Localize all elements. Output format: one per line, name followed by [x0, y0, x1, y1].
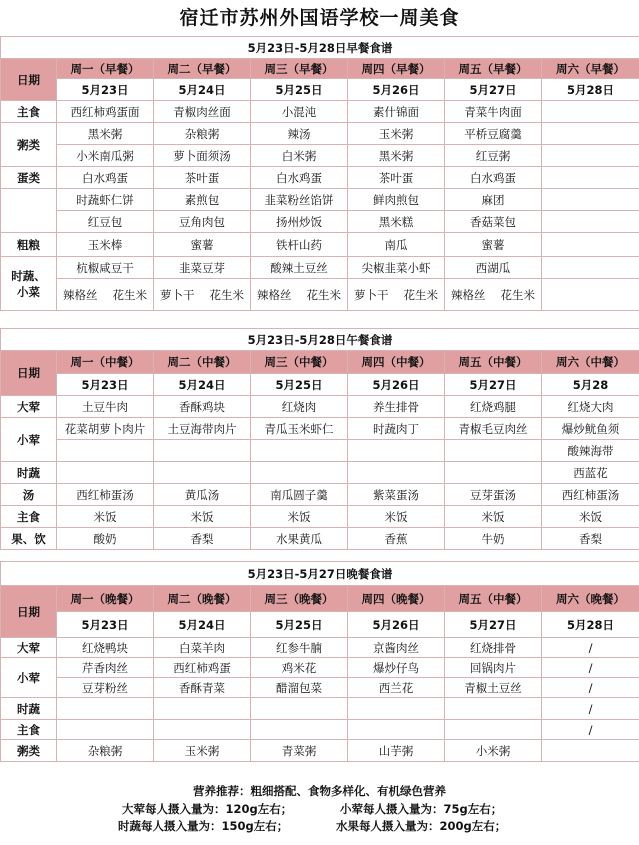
breakfast-day-header: 周二（早餐） — [154, 59, 251, 79]
lunch-cell — [57, 462, 154, 484]
lunch-date: 5月23日 — [57, 374, 154, 396]
breakfast-cell: 茶叶蛋 — [348, 167, 445, 189]
breakfast-cell — [154, 279, 251, 311]
lunch-row — [1, 440, 639, 462]
dinner-cell — [445, 720, 542, 740]
dinner-cell — [251, 720, 348, 740]
dinner-cell: 红烧鸭块 — [57, 638, 154, 658]
dinner-row-label: 主食 — [1, 720, 57, 740]
breakfast-cell: 白水鸡蛋 — [57, 167, 154, 189]
lunch-cell: 青椒毛豆肉丝 — [445, 418, 542, 440]
dinner-date: 5月23日 — [57, 612, 154, 638]
breakfast-cell — [542, 167, 639, 189]
breakfast-rows — [1, 101, 639, 311]
lunch-cell: 香酥鸡块 — [154, 396, 251, 418]
breakfast-day-header: 周三（早餐） — [251, 59, 348, 79]
breakfast-date: 5月27日 — [445, 79, 542, 101]
lunch-day-header: 周一（中餐） — [57, 351, 154, 374]
dinner-row — [1, 720, 639, 740]
lunch-row-label: 果、饮 — [1, 528, 57, 550]
breakfast-cell: 小米南瓜粥 — [57, 145, 154, 167]
lunch-row — [1, 484, 639, 506]
breakfast-table — [0, 36, 639, 311]
breakfast-cell-item: 花生米 — [209, 287, 244, 302]
dinner-cell: / — [542, 638, 639, 658]
dinner-cell — [348, 698, 445, 720]
dinner-cell — [445, 698, 542, 720]
breakfast-cell-pair — [57, 287, 153, 303]
dinner-day-header: 周五（中餐） — [445, 586, 542, 612]
breakfast-cell: 白水鸡蛋 — [251, 167, 348, 189]
breakfast-date-label: 日期 — [1, 59, 57, 101]
dinner-cell: 回锅肉片 — [445, 658, 542, 678]
dinner-table — [0, 561, 639, 762]
dinner-row — [1, 678, 639, 698]
breakfast-cell: 豆角肉包 — [154, 211, 251, 233]
lunch-cell: 青瓜玉米虾仁 — [251, 418, 348, 440]
lunch-cell — [348, 462, 445, 484]
vegetable-intake: 时蔬每人摄入量为：150g左右； — [118, 819, 289, 833]
breakfast-cell: 黑米粥 — [57, 123, 154, 145]
breakfast-cell: 白米粥 — [251, 145, 348, 167]
dinner-cell: / — [542, 658, 639, 678]
lunch-cell: 香梨 — [542, 528, 639, 550]
breakfast-cell-item: 花生米 — [403, 287, 438, 302]
lunch-cell: 米饭 — [251, 506, 348, 528]
dinner-date: 5月26日 — [348, 612, 445, 638]
breakfast-date: 5月26日 — [348, 79, 445, 101]
lunch-cell: 西红柿蛋汤 — [542, 484, 639, 506]
breakfast-row-label: 蛋类 — [1, 167, 57, 189]
breakfast-day-header: 周一（早餐） — [57, 59, 154, 79]
lunch-row — [1, 528, 639, 550]
breakfast-cell — [542, 257, 639, 279]
breakfast-cell — [542, 123, 639, 145]
lunch-day-header: 周四（中餐） — [348, 351, 445, 374]
lunch-cell: 酸辣海带 — [542, 440, 639, 462]
breakfast-cell — [251, 279, 348, 311]
dinner-cell — [154, 698, 251, 720]
dinner-cell: 红参牛腩 — [251, 638, 348, 658]
lunch-row — [1, 396, 639, 418]
dinner-date: 5月25日 — [251, 612, 348, 638]
lunch-date: 5月28 — [542, 374, 639, 396]
lunch-cell: 红烧大肉 — [542, 396, 639, 418]
breakfast-cell — [542, 189, 639, 211]
breakfast-cell: 黑米糕 — [348, 211, 445, 233]
dinner-row-label: 小荤 — [1, 658, 57, 698]
breakfast-cell: 红豆粥 — [445, 145, 542, 167]
lunch-row-label: 时蔬 — [1, 462, 57, 484]
breakfast-cell: 铁杆山药 — [251, 233, 348, 257]
lunch-row — [1, 506, 639, 528]
lunch-cell: 香梨 — [154, 528, 251, 550]
breakfast-cell: 玉米棒 — [57, 233, 154, 257]
dinner-cell: 京酱肉丝 — [348, 638, 445, 658]
big-meat-intake: 大荤每人摄入量为：120g左右； — [122, 802, 293, 816]
breakfast-row — [1, 233, 639, 257]
breakfast-cell: 扬州炒饭 — [251, 211, 348, 233]
dinner-day-header: 周三（晚餐） — [251, 586, 348, 612]
breakfast-row — [1, 123, 639, 145]
breakfast-day-header: 周六（早餐） — [542, 59, 639, 79]
breakfast-cell-item: 萝卜干 — [160, 287, 195, 302]
lunch-cell — [154, 462, 251, 484]
lunch-date: 5月24日 — [154, 374, 251, 396]
dinner-cell: 山芋粥 — [348, 740, 445, 762]
lunch-cell — [251, 462, 348, 484]
breakfast-date: 5月23日 — [57, 79, 154, 101]
dinner-day-header: 周四（晚餐） — [348, 586, 445, 612]
dinner-date: 5月27日 — [445, 612, 542, 638]
lunch-day-header: 周二（中餐） — [154, 351, 251, 374]
breakfast-row-label — [1, 189, 57, 233]
lunch-rows — [1, 396, 639, 550]
breakfast-cell: 西湖瓜 — [445, 257, 542, 279]
lunch-cell: 爆炒鱿鱼须 — [542, 418, 639, 440]
breakfast-cell: 小混沌 — [251, 101, 348, 123]
dinner-cell: / — [542, 678, 639, 698]
breakfast-cell — [57, 279, 154, 311]
dinner-cell: 鸡米花 — [251, 658, 348, 678]
breakfast-cell-pair — [154, 287, 250, 303]
lunch-cell — [57, 440, 154, 462]
lunch-cell: 米饭 — [445, 506, 542, 528]
breakfast-row — [1, 189, 639, 211]
breakfast-cell: 韭菜豆芽 — [154, 257, 251, 279]
breakfast-row — [1, 145, 639, 167]
lunch-date: 5月27日 — [445, 374, 542, 396]
lunch-section-title: 5月23日-5月28日午餐食谱 — [1, 329, 639, 351]
lunch-cell: 土豆牛肉 — [57, 396, 154, 418]
breakfast-cell: 蜜薯 — [154, 233, 251, 257]
breakfast-cell: 红豆包 — [57, 211, 154, 233]
dinner-cell: 芹香肉丝 — [57, 658, 154, 678]
dinner-cell — [154, 720, 251, 740]
lunch-cell: 红烧肉 — [251, 396, 348, 418]
lunch-table — [0, 328, 639, 550]
breakfast-cell-item: 花生米 — [500, 287, 535, 302]
breakfast-cell-item: 辣格丝 — [257, 287, 292, 302]
lunch-date-label: 日期 — [1, 351, 57, 396]
dinner-cell: 豆芽粉丝 — [57, 678, 154, 698]
breakfast-cell: 麻团 — [445, 189, 542, 211]
dinner-cell: 西红柿鸡蛋 — [154, 658, 251, 678]
breakfast-cell — [445, 279, 542, 311]
nutrition-recommendation: 营养推荐：粗细搭配、食物多样化、有机绿色营养 — [193, 784, 446, 798]
breakfast-row — [1, 279, 639, 311]
lunch-row — [1, 418, 639, 440]
breakfast-cell: 西红柿鸡蛋面 — [57, 101, 154, 123]
dinner-cell — [57, 720, 154, 740]
lunch-day-header: 周三（中餐） — [251, 351, 348, 374]
dinner-cell — [348, 720, 445, 740]
lunch-row-label: 小荤 — [1, 418, 57, 462]
breakfast-cell-pair — [251, 287, 347, 303]
small-meat-intake: 小荤每人摄入量为：75g左右； — [340, 802, 503, 816]
lunch-cell: 水果黄瓜 — [251, 528, 348, 550]
breakfast-row — [1, 257, 639, 279]
lunch-cell: 香蕉 — [348, 528, 445, 550]
breakfast-cell-item: 辣格丝 — [451, 287, 486, 302]
lunch-date: 5月26日 — [348, 374, 445, 396]
breakfast-cell: 南瓜 — [348, 233, 445, 257]
breakfast-cell: 香菇菜包 — [445, 211, 542, 233]
breakfast-cell: 辣汤 — [251, 123, 348, 145]
dinner-day-header: 周二（晚餐） — [154, 586, 251, 612]
breakfast-cell: 蜜薯 — [445, 233, 542, 257]
dinner-cell: 醋溜包菜 — [251, 678, 348, 698]
lunch-cell: 南瓜圆子羹 — [251, 484, 348, 506]
breakfast-cell — [542, 145, 639, 167]
breakfast-day-header: 周五（早餐） — [445, 59, 542, 79]
lunch-cell — [445, 440, 542, 462]
lunch-cell: 米饭 — [542, 506, 639, 528]
lunch-cell: 米饭 — [154, 506, 251, 528]
breakfast-cell: 素什锦面 — [348, 101, 445, 123]
dinner-cell: 青菜粥 — [251, 740, 348, 762]
breakfast-row-label — [1, 257, 57, 311]
dinner-row — [1, 698, 639, 720]
dinner-cell: / — [542, 720, 639, 740]
lunch-row-label: 主食 — [1, 506, 57, 528]
breakfast-cell: 素煎包 — [154, 189, 251, 211]
breakfast-cell-pair — [348, 287, 444, 303]
breakfast-cell: 白水鸡蛋 — [445, 167, 542, 189]
breakfast-cell: 杭椒咸豆干 — [57, 257, 154, 279]
breakfast-cell: 尖椒韭菜小虾 — [348, 257, 445, 279]
dinner-row — [1, 740, 639, 762]
dinner-day-header: 周六（晚餐） — [542, 586, 639, 612]
breakfast-row — [1, 167, 639, 189]
dinner-section-title: 5月23日-5月27日晚餐食谱 — [1, 562, 639, 586]
lunch-cell: 土豆海带肉片 — [154, 418, 251, 440]
dinner-cell: 青椒土豆丝 — [445, 678, 542, 698]
lunch-cell: 西蓝花 — [542, 462, 639, 484]
dinner-row — [1, 638, 639, 658]
breakfast-cell: 萝卜面须汤 — [154, 145, 251, 167]
breakfast-row-label: 主食 — [1, 101, 57, 123]
dinner-row-label: 时蔬 — [1, 698, 57, 720]
lunch-cell: 牛奶 — [445, 528, 542, 550]
fruit-intake: 水果每人摄入量为：200g左右； — [336, 819, 507, 833]
lunch-cell: 西红柿蛋汤 — [57, 484, 154, 506]
dinner-cell: 玉米粥 — [154, 740, 251, 762]
breakfast-day-header: 周四（早餐） — [348, 59, 445, 79]
breakfast-cell: 黑米粥 — [348, 145, 445, 167]
lunch-cell: 米饭 — [348, 506, 445, 528]
breakfast-row-label-line: 时蔬、 — [11, 268, 46, 283]
breakfast-cell-item: 辣格丝 — [63, 287, 98, 302]
breakfast-date: 5月25日 — [251, 79, 348, 101]
lunch-cell — [445, 462, 542, 484]
lunch-row-label: 大荤 — [1, 396, 57, 418]
dinner-row-label: 粥类 — [1, 740, 57, 762]
lunch-cell: 紫菜蛋汤 — [348, 484, 445, 506]
breakfast-cell: 青菜牛肉面 — [445, 101, 542, 123]
lunch-cell: 豆芽蛋汤 — [445, 484, 542, 506]
breakfast-cell-item: 萝卜干 — [354, 287, 389, 302]
breakfast-cell — [542, 211, 639, 233]
breakfast-cell — [348, 279, 445, 311]
breakfast-row — [1, 101, 639, 123]
dinner-date: 5月24日 — [154, 612, 251, 638]
breakfast-row-label: 粗粮 — [1, 233, 57, 257]
breakfast-cell: 平桥豆腐羹 — [445, 123, 542, 145]
dinner-day-header: 周一（晚餐） — [57, 586, 154, 612]
dinner-cell — [57, 698, 154, 720]
dinner-cell: 红烧排骨 — [445, 638, 542, 658]
breakfast-cell-item: 花生米 — [306, 287, 341, 302]
lunch-cell: 红烧鸡腿 — [445, 396, 542, 418]
lunch-cell: 酸奶 — [57, 528, 154, 550]
dinner-cell: 杂粮粥 — [57, 740, 154, 762]
lunch-day-header: 周六（中餐） — [542, 351, 639, 374]
breakfast-row-label: 粥类 — [1, 123, 57, 167]
breakfast-row-label-line: 小菜 — [17, 284, 40, 299]
breakfast-cell: 杂粮粥 — [154, 123, 251, 145]
lunch-cell: 养生排骨 — [348, 396, 445, 418]
breakfast-cell: 时蔬虾仁饼 — [57, 189, 154, 211]
breakfast-cell: 韭菜粉丝馅饼 — [251, 189, 348, 211]
breakfast-cell-pair — [445, 287, 541, 303]
lunch-cell: 时蔬肉丁 — [348, 418, 445, 440]
lunch-cell: 花菜胡萝卜肉片 — [57, 418, 154, 440]
page-title: 宿迁市苏州外国语学校一周美食 — [179, 7, 460, 29]
dinner-cell: 小米粥 — [445, 740, 542, 762]
breakfast-date: 5月28日 — [542, 79, 639, 101]
breakfast-row — [1, 211, 639, 233]
breakfast-cell: 玉米粥 — [348, 123, 445, 145]
lunch-day-header: 周五（中餐） — [445, 351, 542, 374]
dinner-cell: 白菜羊肉 — [154, 638, 251, 658]
breakfast-cell — [542, 233, 639, 257]
lunch-cell: 米饭 — [57, 506, 154, 528]
breakfast-cell: 青椒肉丝面 — [154, 101, 251, 123]
lunch-row — [1, 462, 639, 484]
breakfast-cell: 鲜肉煎包 — [348, 189, 445, 211]
lunch-row-label: 汤 — [1, 484, 57, 506]
dinner-row-label: 大荤 — [1, 638, 57, 658]
breakfast-cell: 酸辣土豆丝 — [251, 257, 348, 279]
dinner-rows — [1, 638, 639, 762]
lunch-cell — [251, 440, 348, 462]
dinner-cell — [542, 740, 639, 762]
dinner-date: 5月28日 — [542, 612, 639, 638]
dinner-row — [1, 658, 639, 678]
dinner-cell — [251, 698, 348, 720]
breakfast-date: 5月24日 — [154, 79, 251, 101]
breakfast-cell-item: 花生米 — [112, 287, 147, 302]
dinner-date-label: 日期 — [1, 586, 57, 638]
breakfast-cell: 茶叶蛋 — [154, 167, 251, 189]
breakfast-cell — [542, 279, 639, 311]
lunch-cell: 黄瓜汤 — [154, 484, 251, 506]
dinner-cell: / — [542, 698, 639, 720]
lunch-date: 5月25日 — [251, 374, 348, 396]
dinner-cell: 爆炒仔鸟 — [348, 658, 445, 678]
lunch-cell — [154, 440, 251, 462]
lunch-cell — [348, 440, 445, 462]
dinner-cell: 香酥青菜 — [154, 678, 251, 698]
breakfast-cell — [542, 101, 639, 123]
breakfast-section-title: 5月23日-5月28日早餐食谱 — [1, 37, 639, 59]
dinner-cell: 西兰花 — [348, 678, 445, 698]
